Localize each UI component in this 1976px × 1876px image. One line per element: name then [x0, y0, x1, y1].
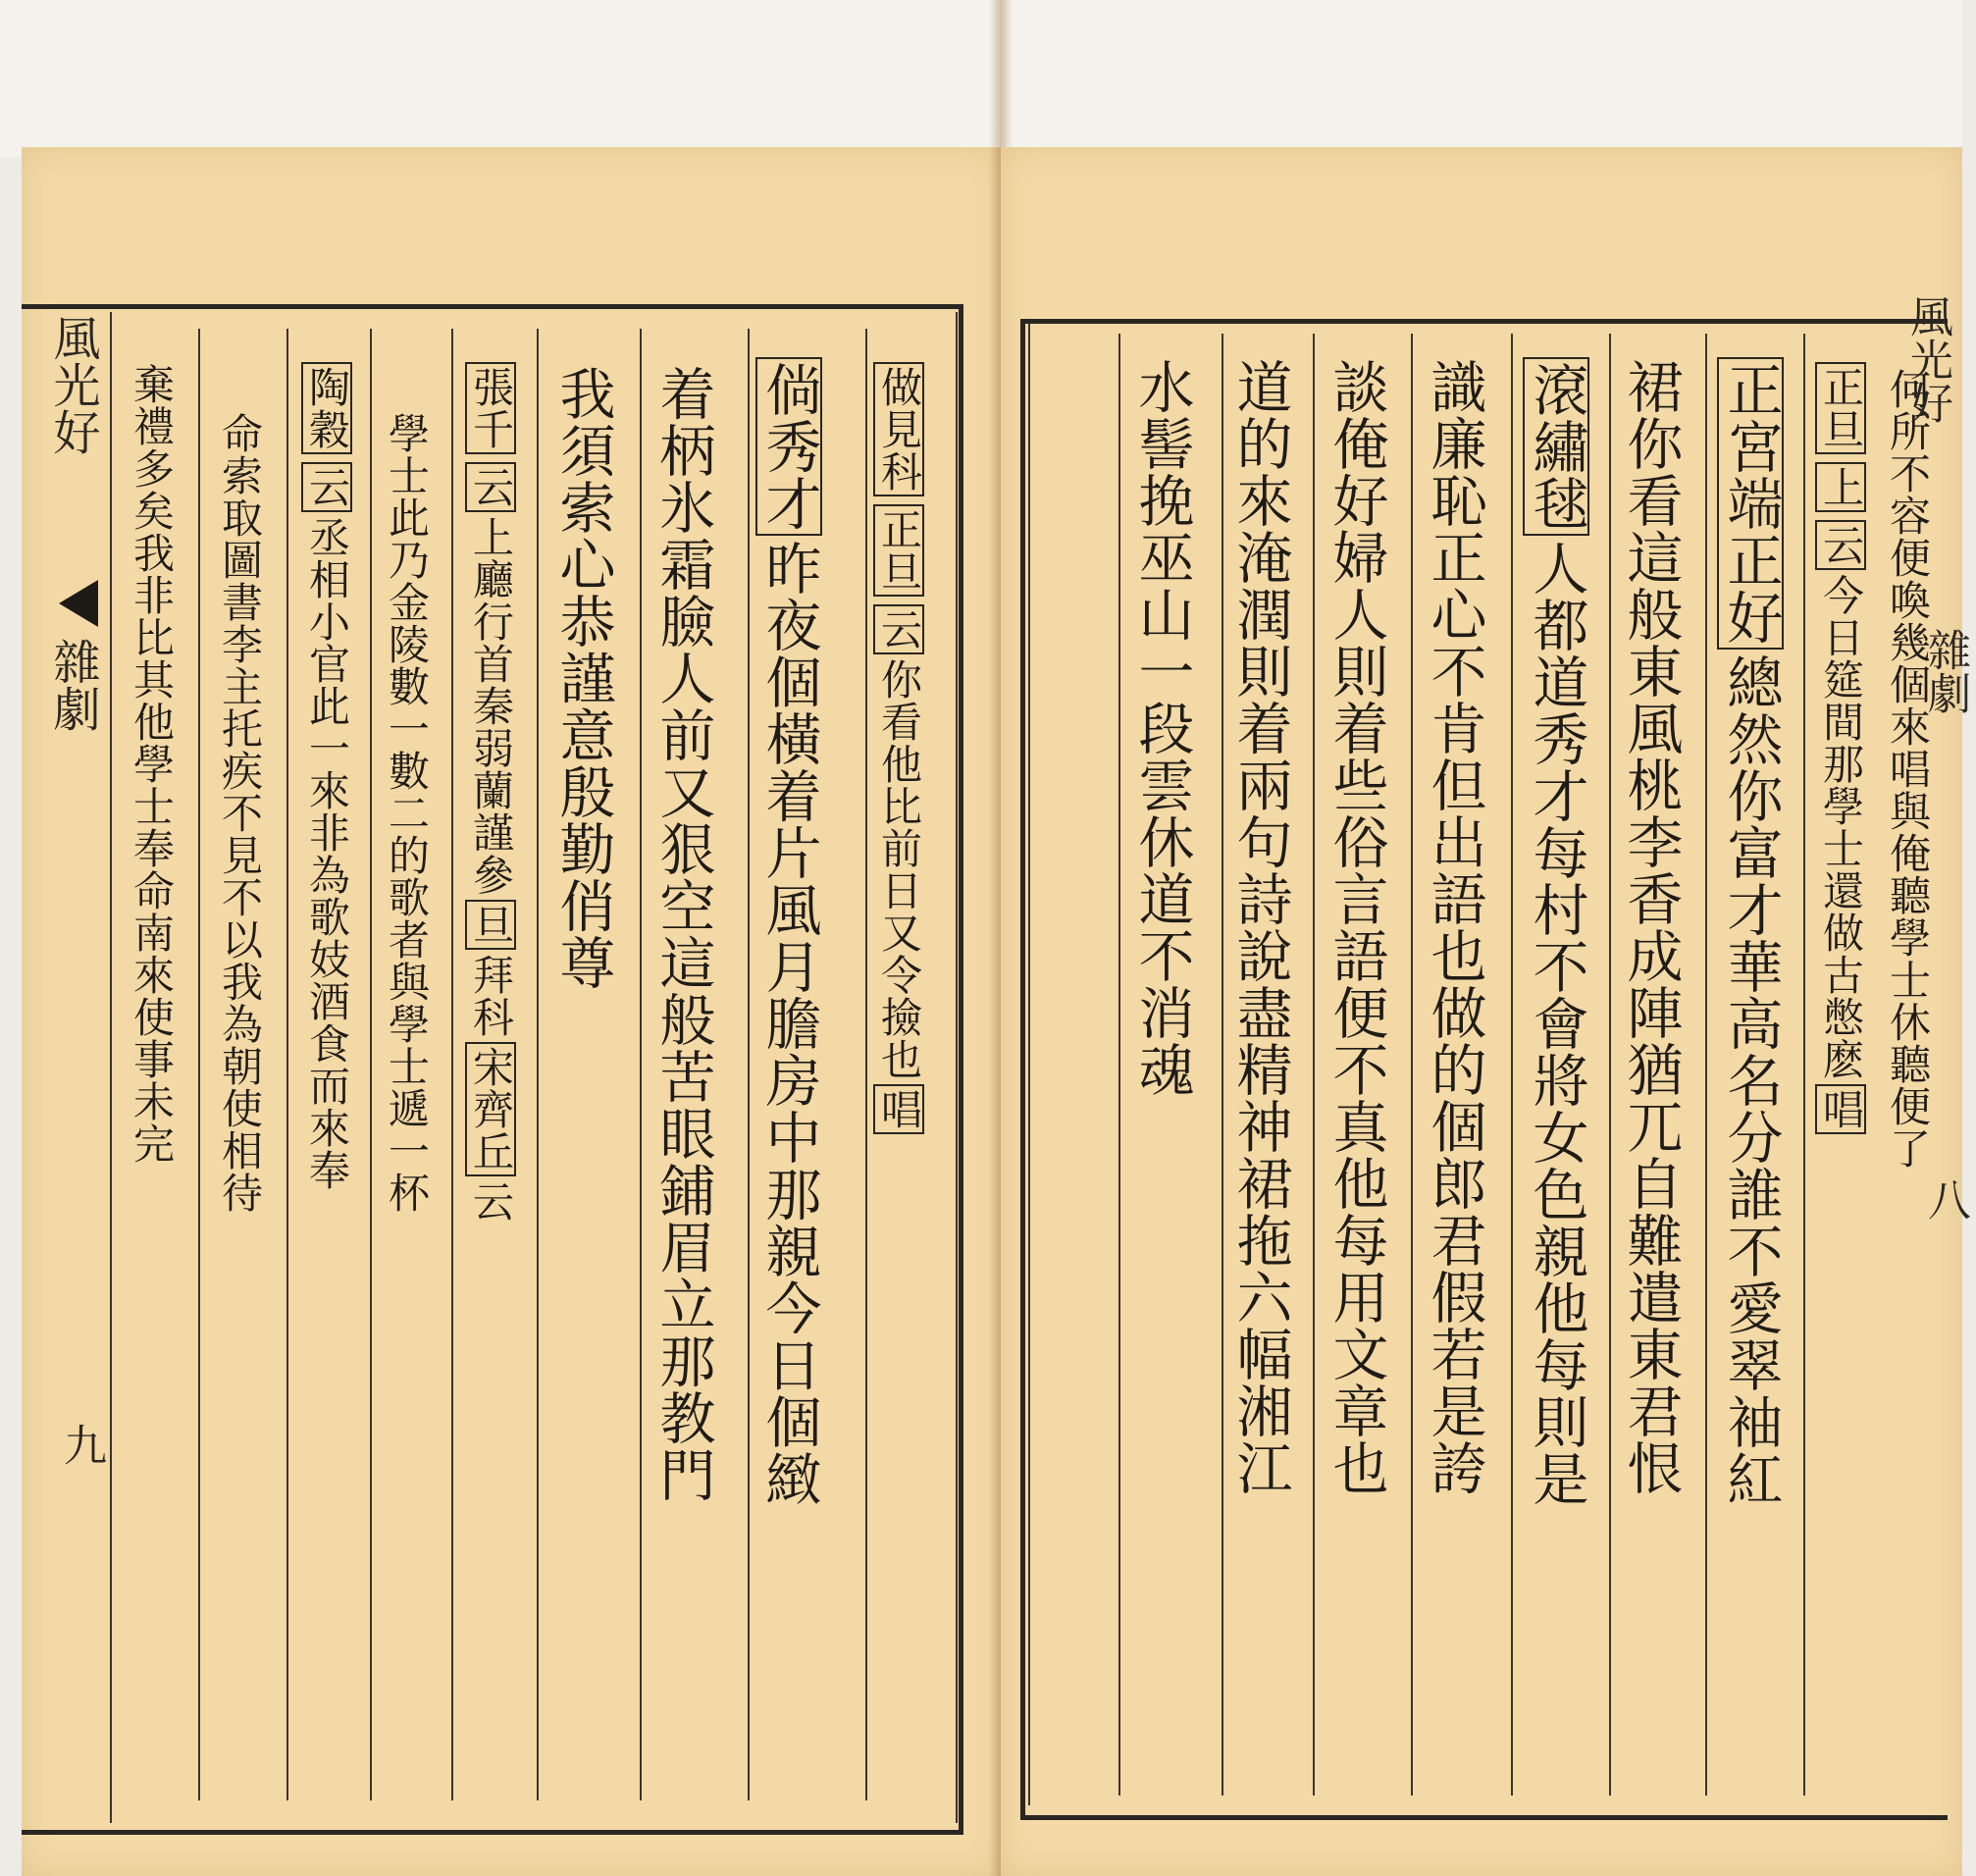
- left-col-9: 棄禮多矣我非比其他學士奉命南來使事未完: [128, 363, 176, 1165]
- left-col-3: 着柄氷霜臉人前又狠空這般苦眼鋪眉立那教門: [650, 365, 715, 1503]
- left-margin-category: 雜劇: [45, 638, 100, 732]
- page-stack-edge-left: [0, 0, 991, 157]
- left-page: [22, 147, 1001, 1876]
- right-margin-category: 雜劇: [1920, 628, 1970, 714]
- right-margin-title: 風光好: [1902, 294, 1952, 424]
- right-col-4: 裙你看這般東風桃李香成陣猶兀自難遣東君恨: [1618, 358, 1683, 1496]
- right-col-5: 滾繡毬人都道秀才每村不會將女色親他每則是: [1523, 353, 1589, 1507]
- left-folio-number: 九: [56, 1423, 106, 1466]
- right-col-8: 道的來淹潤則着兩句詩說盡精神裙拖六幅湘江: [1227, 358, 1292, 1496]
- left-col-4: 我須索心恭謹意殷勤俏尊: [550, 365, 615, 991]
- right-col-3: 正宮端正好總然你富才華高名分誰不愛翠袖紅: [1717, 353, 1784, 1507]
- page-stack-edge-right: [991, 0, 1962, 147]
- left-col-2: 倘秀才昨夜個橫着片風月膽房中那親今日個緻: [755, 353, 822, 1507]
- left-col-5: 張千云上廳行首秦弱蘭謹參旦拜科宋齊丘云: [465, 358, 516, 1223]
- left-col-8: 命索取圖書李主托疾不見不以我為朝使相待: [216, 412, 264, 1214]
- right-col-7: 談俺好婦人則着些俗言語便不真他每用文章也: [1324, 358, 1388, 1496]
- right-col-9: 水髻挽巫山一段雲休道不消魂: [1129, 358, 1194, 1098]
- left-col-1: 做見科正旦云你看他比前日又令撿也唱: [873, 358, 924, 1138]
- right-col-2: 正旦上云今日筵間那學士還做古憋麽唱: [1815, 358, 1866, 1138]
- right-col-6: 識廉恥正心不肯但出語也做的個郎君假若是誇: [1422, 358, 1486, 1496]
- left-fishtail-icon: [59, 580, 98, 627]
- left-margin-title: 風光好: [45, 314, 100, 455]
- right-page: [1001, 147, 1962, 1876]
- left-col-7: 陶穀云丞相小官此一來非為歌妓酒食而來奉: [301, 358, 352, 1191]
- left-col-6: 學士此乃金陵數一數二的歌者與學士遞一杯: [383, 412, 431, 1214]
- right-folio-number: 八: [1920, 1177, 1970, 1221]
- right-col-1: 何所不容便喚幾個來唱與俺聽學士休聽便了: [1884, 368, 1932, 1170]
